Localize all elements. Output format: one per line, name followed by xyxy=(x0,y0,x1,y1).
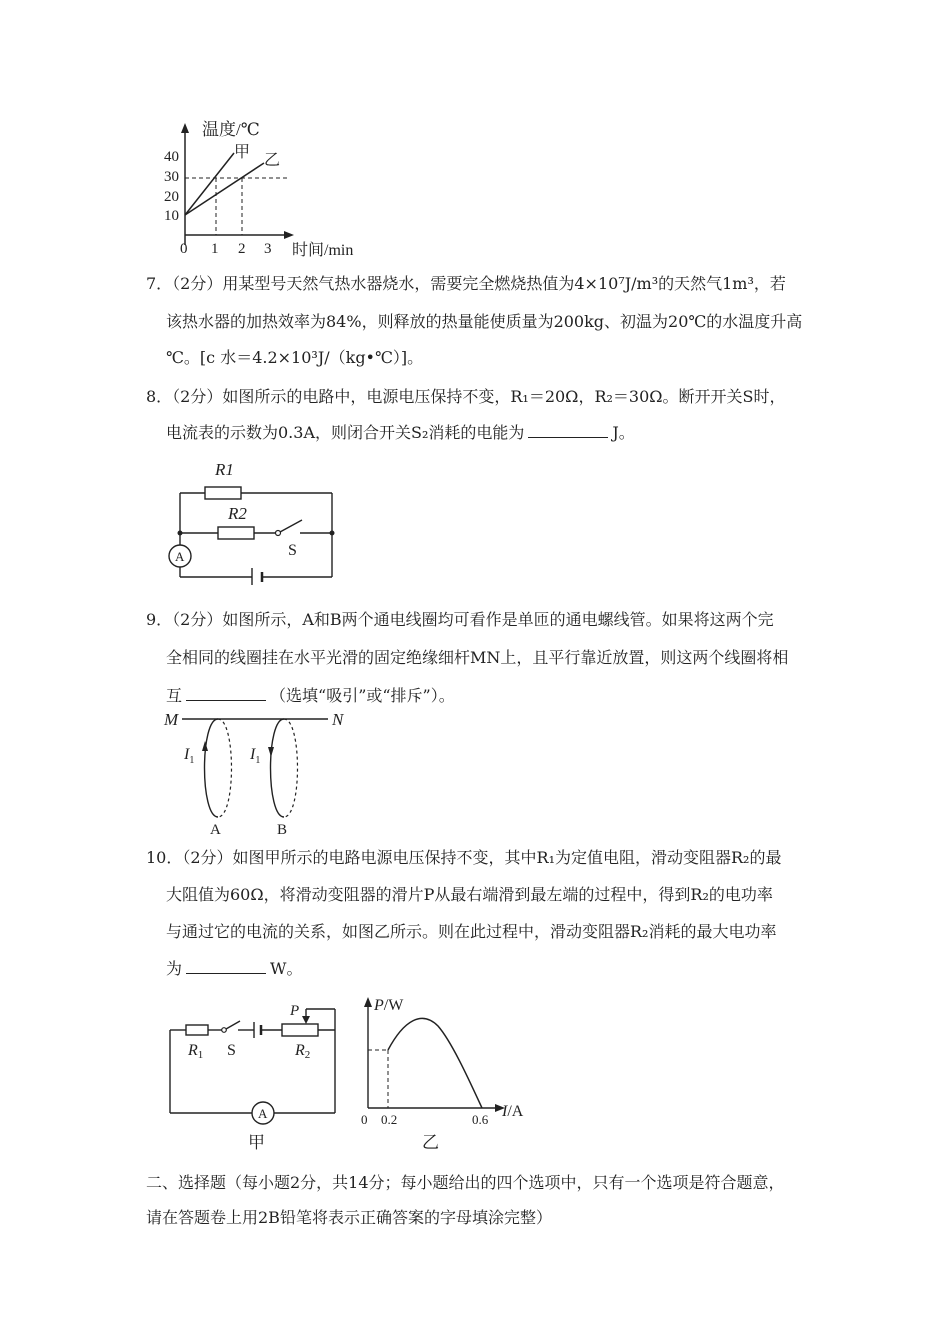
label-jia: 甲 xyxy=(234,144,251,161)
label-m: M xyxy=(164,710,179,729)
x-tick-0: 0 xyxy=(361,1112,368,1127)
y-tick-10: 10 xyxy=(164,208,179,224)
resistor-r2 xyxy=(282,1024,318,1036)
ammeter-label: A xyxy=(258,1106,268,1121)
switch-pivot xyxy=(276,531,281,536)
y-axis-label: 温度/℃ xyxy=(202,120,260,139)
label-current-b: $I_1$ xyxy=(250,746,261,766)
q8-line2-pre: 电流表的示数为0.3A，则闭合开关S₂消耗的电能为 xyxy=(166,423,525,442)
label-n: N xyxy=(332,710,344,729)
coil-b-arrow-down xyxy=(268,747,274,757)
temperature-time-graph xyxy=(160,115,370,265)
coil-a-back xyxy=(218,719,232,817)
x-tick-0: 0 xyxy=(180,241,188,257)
slider-p-arrow[interactable] xyxy=(302,1016,310,1024)
caption-jia: 甲 xyxy=(248,1133,265,1152)
label-switch-s: S xyxy=(288,542,297,559)
label-r2: R2 xyxy=(295,1042,311,1061)
coil-a-arrow-up xyxy=(202,741,208,751)
q10-line3: 与通过它的电流的关系，如图乙所示。则在此过程中，滑动变阻器R₂消耗的最大电功率 xyxy=(166,922,777,941)
switch-pivot xyxy=(222,1028,227,1033)
q8-answer-blank[interactable] xyxy=(528,423,608,438)
q8-circuit xyxy=(160,455,350,585)
x-tick-0-6: 0.6 xyxy=(472,1112,489,1127)
power-curve xyxy=(388,1018,482,1108)
label-p: P xyxy=(290,1003,300,1019)
y-axis-arrow xyxy=(181,123,189,133)
label-current-a: $I_1$ xyxy=(184,746,195,766)
q10-line1: 10．（2分）如图甲所示的电路电源电压保持不变，其中R₁为定值电阻，滑动变阻器R₂的最 xyxy=(146,848,782,867)
label-r2: R2 xyxy=(228,504,247,523)
resistor-r2 xyxy=(218,527,254,539)
resistor-r1 xyxy=(205,487,241,499)
y-axis-arrow xyxy=(364,997,372,1007)
junction-left xyxy=(178,531,183,536)
q10-power-current-graph xyxy=(352,990,542,1160)
q7-line1: 7．（2分）用某型号天然气热水器烧水，需要完全燃烧热值为4×10⁷J/m³的天然气1m³，若 xyxy=(146,274,786,293)
line-yi xyxy=(185,163,264,215)
x-tick-3: 3 xyxy=(264,241,272,257)
label-r1: R1 xyxy=(215,460,234,479)
x-tick-2: 2 xyxy=(238,241,246,257)
resistor-r1 xyxy=(186,1025,208,1035)
q8-line2 xyxy=(166,423,635,443)
section2-line1: 二、选择题（每小题2分，共14分；每小题给出的四个选项中，只有一个选项是符合题意， xyxy=(146,1173,785,1192)
label-yi: 乙 xyxy=(264,152,281,169)
label-r1: R1 xyxy=(188,1042,204,1061)
q9-line2: 全相同的线圈挂在水平光滑的固定绝缘细杆MN上，且平行靠近放置，则这两个线圈将相 xyxy=(166,648,789,667)
q8-line2-post: J。 xyxy=(612,423,635,442)
q10-answer-blank[interactable] xyxy=(186,959,266,974)
switch-blade[interactable] xyxy=(280,520,302,532)
section2-line2: 请在答题卷上用2B铅笔将表示正确答案的字母填涂完整） xyxy=(146,1208,552,1227)
coil-b-back xyxy=(284,719,298,817)
q7-line3: ℃。[c 水＝4.2×10³J/（kg•℃）]。 xyxy=(166,348,424,367)
q10-circuit-jia xyxy=(160,995,350,1155)
q9-coils-figure xyxy=(160,705,360,840)
q9-line3 xyxy=(166,686,455,706)
q9-line3-pre: 互 xyxy=(166,686,183,705)
switch-blade[interactable] xyxy=(226,1021,240,1029)
x-axis-arrow xyxy=(284,231,294,239)
junction-right xyxy=(330,531,335,536)
y-tick-30: 30 xyxy=(164,169,179,185)
coil-b-front xyxy=(271,719,285,817)
x-tick-0-2: 0.2 xyxy=(381,1112,398,1127)
q8-line1: 8．（2分）如图所示的电路中，电源电压保持不变，R₁＝20Ω，R₂＝30Ω。断开开关S时， xyxy=(146,387,786,406)
x-tick-1: 1 xyxy=(211,241,219,257)
label-coil-b: B xyxy=(277,822,288,838)
y-tick-40: 40 xyxy=(164,149,179,165)
x-axis-label: I/A xyxy=(502,1103,524,1120)
q9-line3-post: （选填“吸引”或“排斥”）。 xyxy=(270,686,455,705)
q9-line1: 9．（2分）如图所示，A和B两个通电线圈均可看作是单匝的通电螺线管。如果将这两个完 xyxy=(146,610,774,629)
y-tick-20: 20 xyxy=(164,189,179,205)
coil-a-front xyxy=(205,719,219,817)
q10-line4 xyxy=(166,959,302,979)
y-axis-label: P/W xyxy=(374,997,404,1014)
ammeter-label: A xyxy=(175,549,185,564)
q10-line2: 大阻值为60Ω，将滑动变阻器的滑片P从最右端滑到最左端的过程中，得到R₂的电功率 xyxy=(166,885,773,904)
label-coil-a: A xyxy=(210,822,221,838)
x-axis-label: 时间/min xyxy=(292,242,354,259)
q9-answer-blank[interactable] xyxy=(186,686,266,701)
q10-line4-pre: 为 xyxy=(166,959,183,978)
q10-line4-post: W。 xyxy=(270,959,303,978)
label-switch-s: S xyxy=(227,1042,236,1059)
caption-yi: 乙 xyxy=(422,1133,439,1152)
line-jia xyxy=(185,153,234,215)
q7-line2: 该热水器的加热效率为84%，则释放的热量能使质量为200kg、初温为20℃的水温度升高 xyxy=(166,312,803,331)
